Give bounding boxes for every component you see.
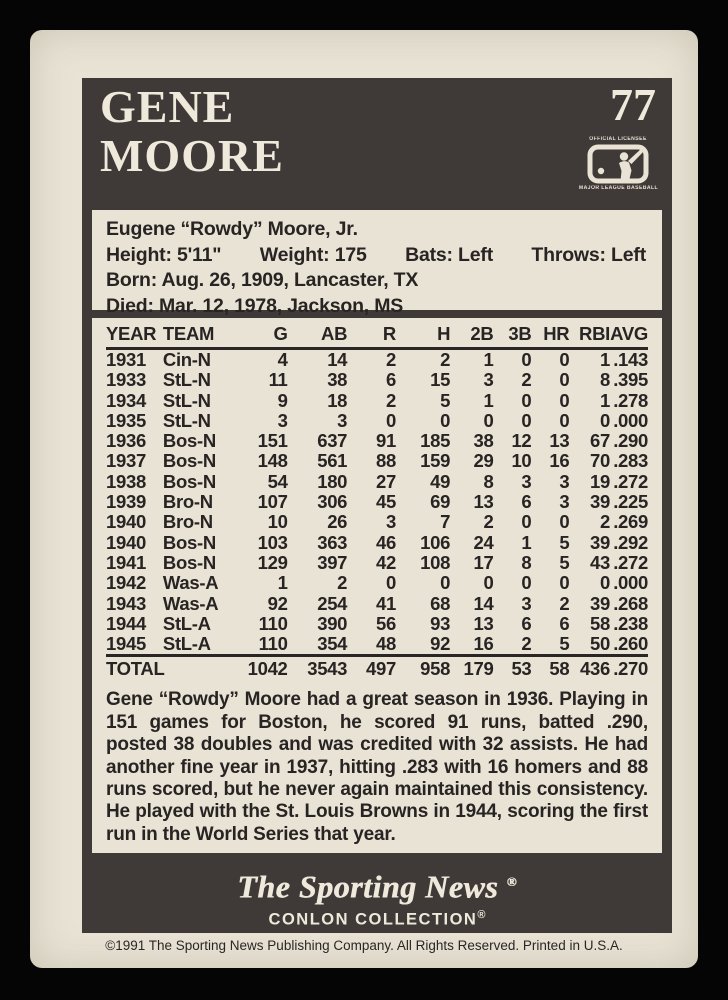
stat-cell: 148	[257, 450, 288, 472]
stat-cell: 2	[440, 349, 451, 370]
stat-cell: 354	[317, 633, 348, 655]
stat-cell: 254	[317, 592, 348, 614]
stat-cell: 10	[511, 450, 532, 472]
registered-mark: ®	[506, 874, 517, 889]
stat-cell: 0	[559, 511, 570, 533]
total-label: TOTAL	[106, 656, 244, 681]
stat-cell: 497	[347, 656, 396, 681]
stat-cell: 1944	[106, 612, 146, 634]
stat-cell: StL-A	[162, 633, 211, 655]
stat-cell: 58	[531, 656, 569, 681]
stat-cell: .225	[613, 491, 648, 513]
stats-rows	[106, 349, 648, 656]
stat-cell: .270	[610, 656, 648, 681]
stat-cell: 1	[521, 531, 532, 553]
stat-cell: 0	[385, 572, 396, 594]
stat-cell: .272	[613, 551, 648, 573]
stat-cell: Bos-N	[162, 531, 216, 553]
stat-cell: 2	[483, 511, 494, 533]
stat-cell: 92	[430, 633, 451, 655]
stat-cell: 68	[430, 592, 451, 614]
stat-cell: 0	[600, 572, 610, 594]
stat-cell: 1	[600, 349, 610, 370]
stat-cell: 93	[430, 612, 451, 634]
card-header	[82, 78, 672, 210]
column-header: R	[347, 323, 396, 349]
collection-label: CONLON COLLECTION®	[268, 908, 486, 929]
stat-cell: .268	[613, 592, 648, 614]
column-header: AVG	[610, 323, 648, 349]
stat-cell: 8	[483, 470, 494, 492]
table-row	[106, 634, 648, 656]
stat-cell: 1939	[106, 491, 146, 513]
stat-cell: .000	[613, 572, 648, 594]
stat-cell: .395	[613, 369, 648, 391]
stat-cell: 54	[267, 470, 288, 492]
bio-born: Born: Aug. 26, 1909, Lancaster, TX	[106, 269, 419, 291]
total-row	[106, 656, 648, 681]
stat-cell: 53	[493, 656, 531, 681]
table-row	[106, 472, 648, 492]
stat-cell: 13	[473, 491, 494, 513]
stat-cell: 0	[521, 572, 532, 594]
stat-cell: Bos-N	[162, 430, 216, 452]
career-summary-paragraph: Gene “Rowdy” Moore had a great season in 1936. Playing in 151 games for Boston, he scored 91 runs, batted .290, posted 38 doubles and was credited with 32 assists. He had another fine year in 1937, hitting .283 with 16 homers and 88 runs scored, but he never again maintained this consistency. He played with the St. Louis Browns in 1944, scoring the first run in the World Series that year.	[106, 689, 648, 845]
stat-cell: 6	[559, 612, 570, 634]
table-row	[106, 614, 648, 634]
stat-cell: 6	[521, 612, 532, 634]
column-header: 3B	[493, 323, 531, 349]
mlb-logo	[572, 136, 664, 192]
stat-cell: 1	[483, 349, 494, 370]
stat-cell: 49	[430, 470, 451, 492]
stat-cell: 6	[385, 369, 396, 391]
stat-cell: 58	[590, 612, 610, 634]
stat-cell: 43	[590, 551, 610, 573]
stat-cell: 38	[473, 430, 494, 452]
stat-cell: 41	[375, 592, 396, 614]
stat-cell: 2	[559, 592, 570, 614]
stat-cell: 0	[385, 409, 396, 431]
stat-cell: 0	[600, 409, 610, 431]
stat-cell: 108	[420, 551, 451, 573]
stat-cell: 0	[559, 369, 570, 391]
stat-cell: 1931	[106, 349, 146, 370]
stat-cell: 1934	[106, 389, 146, 411]
stat-cell: 69	[430, 491, 451, 513]
stat-cell: 1936	[106, 430, 146, 452]
stat-cell: 0	[559, 349, 570, 370]
stat-cell: 29	[473, 450, 494, 472]
stat-cell: 3	[559, 470, 570, 492]
stat-cell: 38	[327, 369, 348, 391]
stat-cell: 14	[327, 349, 348, 370]
stat-cell: .260	[613, 633, 648, 655]
stat-cell: 159	[420, 450, 451, 472]
stat-cell: 14	[473, 592, 494, 614]
stat-cell: 0	[521, 349, 532, 370]
stat-cell: 92	[267, 592, 288, 614]
stat-cell: 45	[375, 491, 396, 513]
stat-cell: 0	[559, 389, 570, 411]
sporting-news-logo: The Sporting News ®	[237, 868, 517, 905]
column-header: G	[244, 323, 287, 349]
stat-cell: StL-N	[162, 389, 211, 411]
player-first-name: GENE	[100, 81, 235, 132]
stat-cell: .143	[613, 349, 648, 370]
stat-cell: 16	[473, 633, 494, 655]
stat-cell: 2	[385, 349, 396, 370]
stat-cell: 436	[569, 656, 610, 681]
stat-cell: 42	[375, 551, 396, 573]
bio-full-name: Eugene “Rowdy” Moore, Jr.	[106, 218, 358, 240]
stat-cell: 7	[440, 511, 451, 533]
stat-cell: Was-A	[162, 572, 219, 594]
column-header: TEAM	[163, 323, 244, 349]
stat-cell: 5	[559, 551, 570, 573]
stat-cell: 3	[559, 491, 570, 513]
bio-bats: Bats: Left	[405, 243, 493, 266]
stat-cell: 110	[258, 612, 288, 634]
mlb-logo-top-text: OFFICIAL LICENSEE	[589, 136, 647, 142]
stat-cell: 185	[420, 430, 451, 452]
stat-cell: 1940	[106, 511, 146, 533]
stat-cell: 48	[375, 633, 396, 655]
stat-cell: 390	[317, 612, 348, 634]
stat-cell: StL-N	[162, 369, 211, 391]
stat-cell: 12	[511, 430, 532, 452]
card-back	[30, 30, 698, 968]
stat-cell: 1933	[106, 369, 146, 391]
stat-cell: StL-N	[162, 409, 211, 431]
stat-cell: 1	[277, 572, 288, 594]
stat-cell: 306	[317, 491, 348, 513]
stat-cell: 88	[375, 450, 396, 472]
stat-cell: Bos-N	[162, 470, 216, 492]
stat-cell: 561	[317, 450, 348, 472]
bio-box	[92, 210, 662, 317]
stat-cell: 2	[385, 389, 396, 411]
stat-cell: 1937	[106, 450, 146, 472]
table-row	[106, 533, 648, 553]
stat-cell: 13	[549, 430, 570, 452]
stat-cell: 39	[590, 531, 610, 553]
stat-cell: 2	[600, 511, 610, 533]
table-row	[106, 553, 648, 573]
stat-cell: .272	[613, 470, 648, 492]
stat-cell: 129	[257, 551, 288, 573]
stat-cell: 5	[559, 531, 570, 553]
stat-cell: .292	[613, 531, 648, 553]
stat-cell: 3	[337, 409, 348, 431]
stat-cell: 8	[521, 551, 532, 573]
table-row	[106, 370, 648, 390]
stat-cell: 0	[559, 572, 570, 594]
stat-cell: 0	[440, 409, 451, 431]
footer-band	[82, 853, 672, 933]
stat-cell: 24	[473, 531, 494, 553]
table-row	[106, 512, 648, 532]
column-header: H	[396, 323, 450, 349]
stat-cell: Bro-N	[162, 511, 213, 533]
table-row	[106, 349, 648, 371]
stat-cell: 2	[521, 369, 532, 391]
stat-cell: Bro-N	[162, 491, 213, 513]
stat-cell: 16	[549, 450, 570, 472]
stat-cell: 26	[327, 511, 348, 533]
stat-cell: 0	[521, 389, 532, 411]
player-name	[100, 82, 284, 180]
stat-cell: 3	[385, 511, 396, 533]
stat-cell: 11	[268, 369, 288, 391]
stat-cell: 91	[375, 430, 396, 452]
stat-cell: 19	[590, 470, 610, 492]
stat-cell: 18	[327, 389, 348, 411]
stat-cell: 3	[521, 470, 532, 492]
stat-cell: 1942	[106, 572, 146, 594]
stat-cell: 5	[559, 633, 570, 655]
stat-cell: 106	[420, 531, 451, 553]
copyright-line: ©1991 The Sporting News Publishing Company. All Rights Reserved. Printed in U.S.A.	[105, 938, 623, 953]
stat-cell: Cin-N	[162, 349, 211, 370]
bio-died: Died: Mar. 12, 1978, Jackson, MS	[106, 294, 404, 317]
column-header: HR	[531, 323, 569, 349]
stat-cell: 1941	[106, 551, 146, 573]
table-row	[106, 411, 648, 431]
stat-cell: .238	[613, 612, 648, 634]
card-dark-panel	[82, 78, 672, 933]
stat-cell: 1042	[244, 656, 287, 681]
stat-cell: 363	[317, 531, 348, 553]
stat-cell: 3	[483, 369, 494, 391]
bio-weight: Weight: 175	[259, 243, 367, 266]
stat-cell: 0	[521, 511, 532, 533]
stat-cell: 6	[521, 491, 532, 513]
stat-cell: 151	[257, 430, 288, 452]
column-header: 2B	[450, 323, 493, 349]
stat-cell: .000	[613, 409, 648, 431]
stat-cell: 39	[590, 491, 610, 513]
table-row	[106, 431, 648, 451]
bio-vitals-row	[106, 243, 646, 269]
stat-cell: 13	[473, 612, 494, 634]
table-row	[106, 492, 648, 512]
stat-cell: 1938	[106, 470, 146, 492]
stat-cell: 637	[317, 430, 348, 452]
stat-cell: 3543	[288, 656, 348, 681]
mlb-batter-icon	[587, 144, 649, 184]
stat-cell: 10	[267, 511, 288, 533]
stat-cell: 2	[521, 633, 532, 655]
bio-height: Height: 5'11"	[106, 243, 222, 266]
stat-cell: StL-A	[162, 612, 211, 634]
column-header: YEAR	[106, 323, 163, 349]
table-row	[106, 451, 648, 471]
stat-cell: .278	[613, 389, 648, 411]
stat-cell: 0	[483, 572, 494, 594]
stat-cell: 107	[257, 491, 288, 513]
stat-cell: 0	[559, 409, 570, 431]
stat-cell: 397	[317, 551, 348, 573]
stat-cell: .283	[613, 450, 648, 472]
stat-cell: 3	[521, 592, 532, 614]
stat-cell: 27	[375, 470, 396, 492]
stat-cell: 1943	[106, 592, 146, 614]
stat-cell: Was-A	[162, 592, 219, 614]
stat-cell: 3	[277, 409, 288, 431]
stat-cell: 0	[521, 409, 532, 431]
registered-mark: ®	[477, 908, 486, 921]
stat-cell: 2	[337, 572, 348, 594]
stat-cell: 9	[277, 389, 288, 411]
stat-cell: Bos-N	[162, 551, 216, 573]
stat-cell: 70	[590, 450, 610, 472]
stat-cell: 179	[450, 656, 493, 681]
stat-cell: 1945	[106, 633, 146, 655]
column-header: AB	[288, 323, 348, 349]
player-last-name: MOORE	[100, 130, 284, 181]
stat-cell: 46	[375, 531, 396, 553]
table-row	[106, 573, 648, 593]
stats-header-row	[106, 323, 648, 349]
card-number: 77	[610, 79, 656, 130]
stat-cell: 50	[590, 633, 610, 655]
stat-cell: 67	[590, 430, 610, 452]
mlb-logo-bottom-text: MAJOR LEAGUE BASEBALL	[578, 185, 659, 191]
stat-cell: 15	[430, 369, 451, 391]
column-header: RBI	[569, 323, 610, 349]
stat-cell: 4	[277, 349, 288, 370]
stat-cell: 958	[396, 656, 450, 681]
stat-cell: 0	[483, 409, 494, 431]
stat-cell: Bos-N	[162, 450, 216, 472]
table-row	[106, 594, 648, 614]
stat-cell: 1940	[106, 531, 146, 553]
stat-cell: .269	[613, 511, 648, 533]
stat-cell: 180	[317, 470, 348, 492]
stat-cell: 1	[483, 389, 494, 411]
stat-cell: 1	[600, 389, 610, 411]
table-row	[106, 391, 648, 411]
stat-cell: .290	[613, 430, 648, 452]
stat-cell: 8	[600, 369, 610, 391]
stat-cell: 0	[440, 572, 451, 594]
stats-box	[92, 318, 662, 853]
stat-cell: 39	[590, 592, 610, 614]
stat-cell: 56	[375, 612, 396, 634]
stat-cell: 110	[258, 633, 288, 655]
stat-cell: 1935	[106, 409, 146, 431]
bio-throws: Throws: Left	[531, 243, 646, 266]
stats-table	[106, 323, 648, 680]
stat-cell: 17	[473, 551, 494, 573]
stat-cell: 103	[257, 531, 288, 553]
stat-cell: 5	[440, 389, 451, 411]
